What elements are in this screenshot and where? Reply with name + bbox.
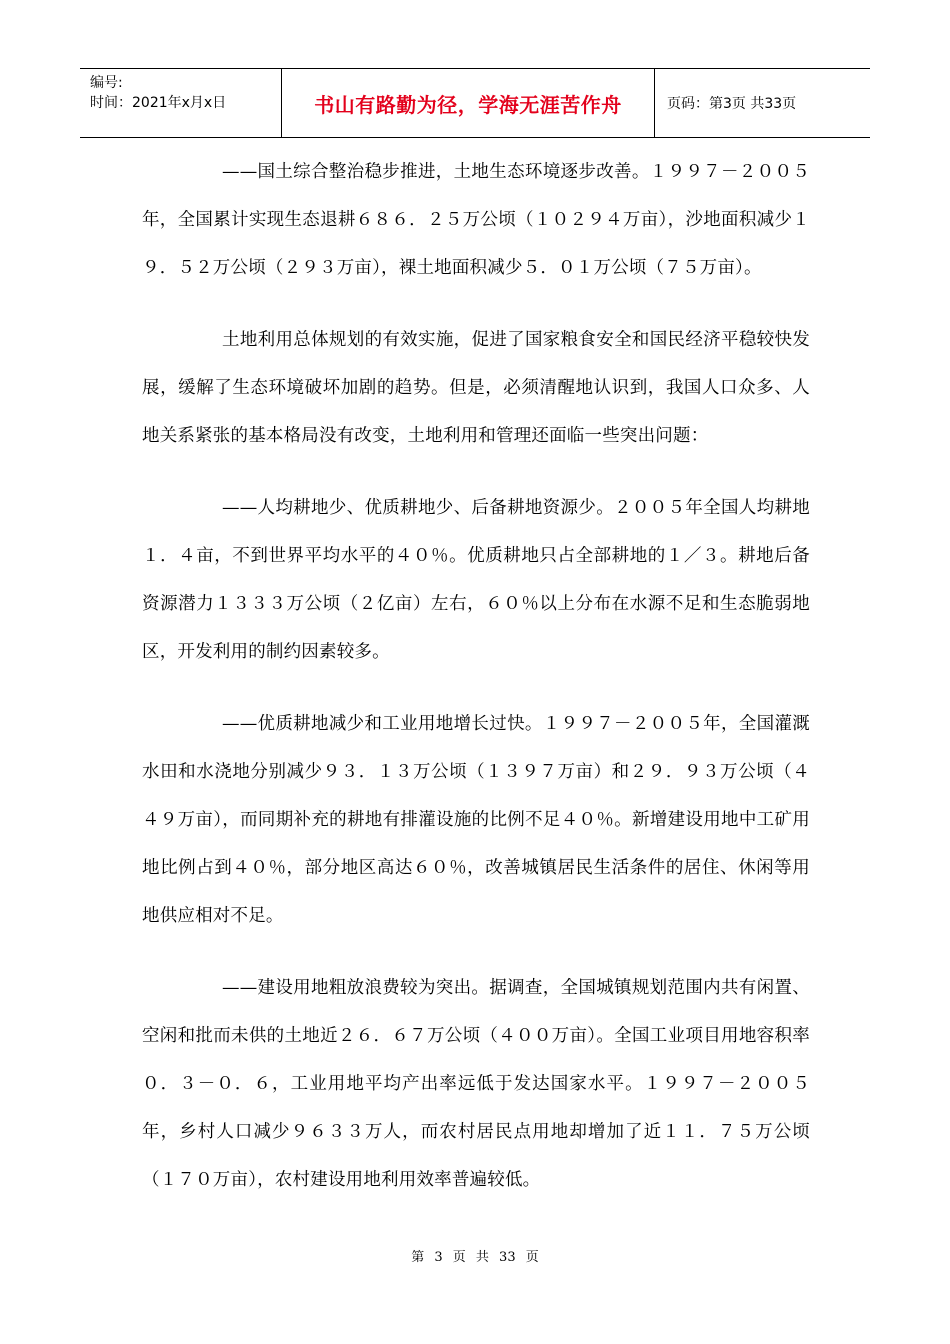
paragraph: ——建设用地粗放浪费较为突出。据调查，全国城镇规划范围内共有闲置、空闲和批而未供的土地近２６．６７万公顷（４００万亩）。全国工业项目用地容积率０．３－０．６，工业用地平均产出率远低于发达国家水平。１９９７－２００５年，乡村人口减少９６３３万人，而农村居民点用地却增加了近１１．７５万公顷（１７０万亩），农村建设用地利用效率普遍较低。: [142, 978, 810, 1190]
paragraph: ——优质耕地减少和工业用地增长过快。１９９７－２００５年，全国灌溉水田和水浇地分别减少９３．１３万公顷（１３９７万亩）和２９．９３万公顷（４４９万亩），而同期补充的耕地有排灌设施的比例不足４０％。新增建设用地中工矿用地比例占到４０％，部分地区高达６０％，改善城镇居民生活条件的居住、休闲等用地供应相对不足。: [142, 714, 810, 926]
header-motto-cell: [282, 69, 655, 137]
header-meta-cell: [80, 69, 282, 137]
paragraph: ——国土综合整治稳步推进，土地生态环境逐步改善。１９９７－２００５年，全国累计实现生态退耕６８６．２５万公顷（１０２９４万亩），沙地面积减少１９．５２万公顷（２９３万亩），裸土地面积减少５．０１万公顷（７５万亩）。: [142, 162, 810, 278]
document-number-label: 编号:: [90, 75, 123, 91]
header-page-number: 页码：第3页 共33页: [667, 96, 797, 112]
paragraph: ——人均耕地少、优质耕地少、后备耕地资源少。２００５年全国人均耕地１．４亩，不到世界平均水平的４０％。优质耕地只占全部耕地的１／３。耕地后备资源潜力１３３３万公顷（２亿亩）左右，６０％以上分布在水源不足和生态脆弱地区，开发利用的制约因素较多。: [142, 498, 810, 662]
document-date-label: 时间：2021年x月x日: [90, 95, 227, 111]
header-motto: 书山有路勤为径，学海无涯苦作舟: [314, 92, 622, 117]
paragraph: 土地利用总体规划的有效实施，促进了国家粮食安全和国民经济平稳较快发展，缓解了生态环境破坏加剧的趋势。但是，必须清醒地认识到，我国人口众多、人地关系紧张的基本格局没有改变，土地利用和管理还面临一些突出问题：: [142, 330, 810, 446]
document-body: [142, 148, 810, 1228]
page-header: [80, 68, 870, 138]
page-footer: 第 3 页 共 33 页: [411, 1250, 539, 1265]
header-page-cell: [655, 69, 870, 137]
